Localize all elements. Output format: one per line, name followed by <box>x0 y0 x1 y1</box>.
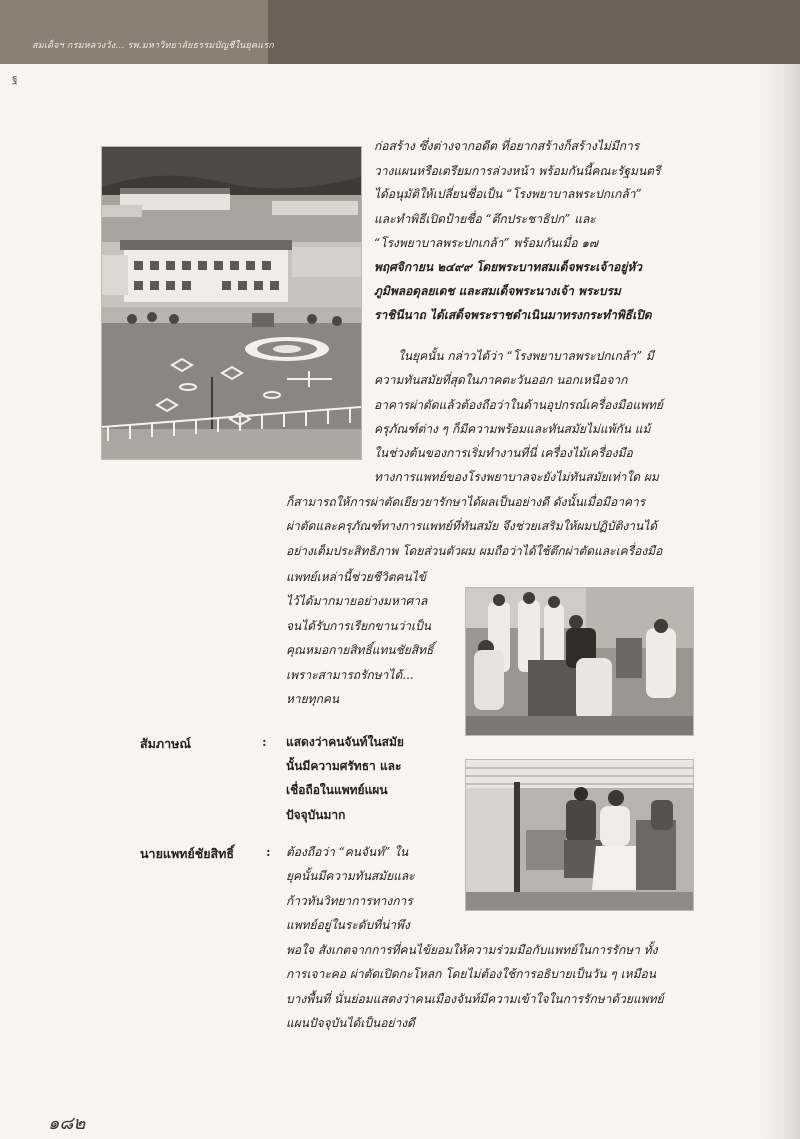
text-line: การเจาะคอ ผ่าตัดเปิดกะโหลก โดยไม่ต้องใช้การอธิบายเป็นวัน ๆ เหมือน <box>286 967 656 981</box>
text-line: ครุภัณฑ์ต่าง ๆ ก็มีความพร้อมและทันสมัยไม่แพ้กัน แม้ <box>374 422 651 436</box>
hospital-aerial-photo <box>101 146 362 460</box>
text-line: ในยุคนั้น กล่าวได้ว่า “โรงพยาบาลพระปกเกล้า” มี <box>398 349 654 363</box>
speaker-label-doctor: นายแพทย์ชัยสิทธิ์ <box>140 846 235 861</box>
text-line: ทางการแพทย์ของโรงพยาบาลจะยังไม่ทันสมัยเท่าใด ผม <box>374 470 659 484</box>
text-line: ก่อสร้าง ซึ่งต่างจากอดีต ที่อยากสร้างก็สร้างไม่มีการ <box>374 139 640 153</box>
text-line: พอใจ สังเกตจากการที่คนไข้ยอมให้ความร่วมมือกับแพทย์ในการรักษา ทั้ง <box>286 943 658 957</box>
royal-visit-photo <box>465 759 694 911</box>
speaker-colon: : <box>262 734 267 749</box>
text-line: ในช่วงต้นของการเริ่มทำงานที่นี่ เครื่องไม้เครื่องมือ <box>374 446 633 460</box>
text-line: พฤศจิกายน ๒๔๙๙ โดยพระบาทสมเด็จพระเจ้าอยู่หัว <box>374 260 643 274</box>
header-title-block <box>0 0 268 64</box>
text-line: ต้องถือว่า “คนจันท์” ใน <box>286 845 409 859</box>
text-line: ก้าวทันวิทยาการทางการ <box>286 894 413 908</box>
ceremony-signing-photo <box>465 587 694 736</box>
text-line: หายทุกคน <box>286 692 340 706</box>
text-line: แผนปัจจุบันได้เป็นอย่างดี <box>286 1016 415 1030</box>
text-line: บางพื้นที่ นั่นย่อมแสดงว่าคนเมืองจันท์มีความเข้าใจในการรักษาด้วยแพทย์ <box>286 992 664 1006</box>
text-line: ราชินีนาถ ได้เสด็จพระราชดำเนินมาทรงกระทำพิธีเปิด <box>374 308 652 322</box>
running-title: สมเด็จฯ กรมหลวงวัง... รพ.มหาวิทยาลัยธรรมบัญชีในยุคแรก <box>32 41 274 51</box>
speaker-colon: : <box>266 844 271 859</box>
text-line: ภูมิพลอดุลยเดช และสมเด็จพระนางเจ้า พระบรม <box>374 284 621 298</box>
page-number: ๑๘๒ <box>48 1113 86 1134</box>
text-line: เชื่อถือในแพทย์แผน <box>286 783 388 797</box>
text-line: ก็สามารถให้การผ่าตัดเยียวยารักษาได้ผลเป็นอย่างดี ดังนั้นเมื่อมีอาคาร <box>286 495 646 509</box>
text-line: และทำพิธีเปิดป้ายชื่อ “ตึกประชาธิปก” และ <box>374 212 596 226</box>
corner-mark: ฐ <box>12 74 18 85</box>
text-line: แสดงว่าคนจันท์ในสมัย <box>286 735 404 749</box>
text-line: นั้นมีความศรัทธา และ <box>286 759 402 773</box>
text-line: อาคารผ่าตัดแล้วต้องถือว่าในด้านอุปกรณ์เครื่องมือแพทย์ <box>374 398 663 412</box>
text-line: ผ่าตัดและครุภัณฑ์ทางการแพทย์ที่ทันสมัย จึงช่วยเสริมให้ผมปฏิบัติงานได้ <box>286 519 658 533</box>
book-spine-shadow <box>760 0 800 1139</box>
text-line: อย่างเต็มประสิทธิภาพ โดยส่วนตัวผม ผมถือว่าได้ใช้ตึกผ่าตัดและเครื่องมือ <box>286 544 663 558</box>
text-line: “โรงพยาบาลพระปกเกล้า” พร้อมกันเมื่อ ๑๗ <box>374 236 598 250</box>
text-line: เพราะสามารถรักษาได้... <box>286 668 414 682</box>
text-line: ปัจจุบันมาก <box>286 808 346 822</box>
text-line: ได้อนุมัติให้เปลี่ยนชื่อเป็น “โรงพยาบาลพระปกเกล้า” <box>374 187 642 201</box>
text-line: แพทย์เหล่านี้ช่วยชีวิตคนไข้ <box>286 570 426 584</box>
speaker-label-interviewer: สัมภาษณ์ <box>140 736 191 751</box>
text-line: ยุคนั้นมีความทันสมัยและ <box>286 869 415 883</box>
text-line: คุณหมอกายสิทธิ์แทนชัยสิทธิ์ <box>286 643 434 657</box>
text-line: ไว้ได้มากมายอย่างมหาศาล <box>286 594 428 608</box>
text-line: จนได้รับการเรียกขานว่าเป็น <box>286 619 431 633</box>
text-line: วางแผนหรือเตรียมการล่วงหน้า พร้อมกันนี้คณะรัฐมนตรี <box>374 164 661 178</box>
text-line: ความทันสมัยที่สุดในภาคตะวันออก นอกเหนือจาก <box>374 373 628 387</box>
text-line: แพทย์อยู่ในระดับที่น่าพึง <box>286 918 410 932</box>
